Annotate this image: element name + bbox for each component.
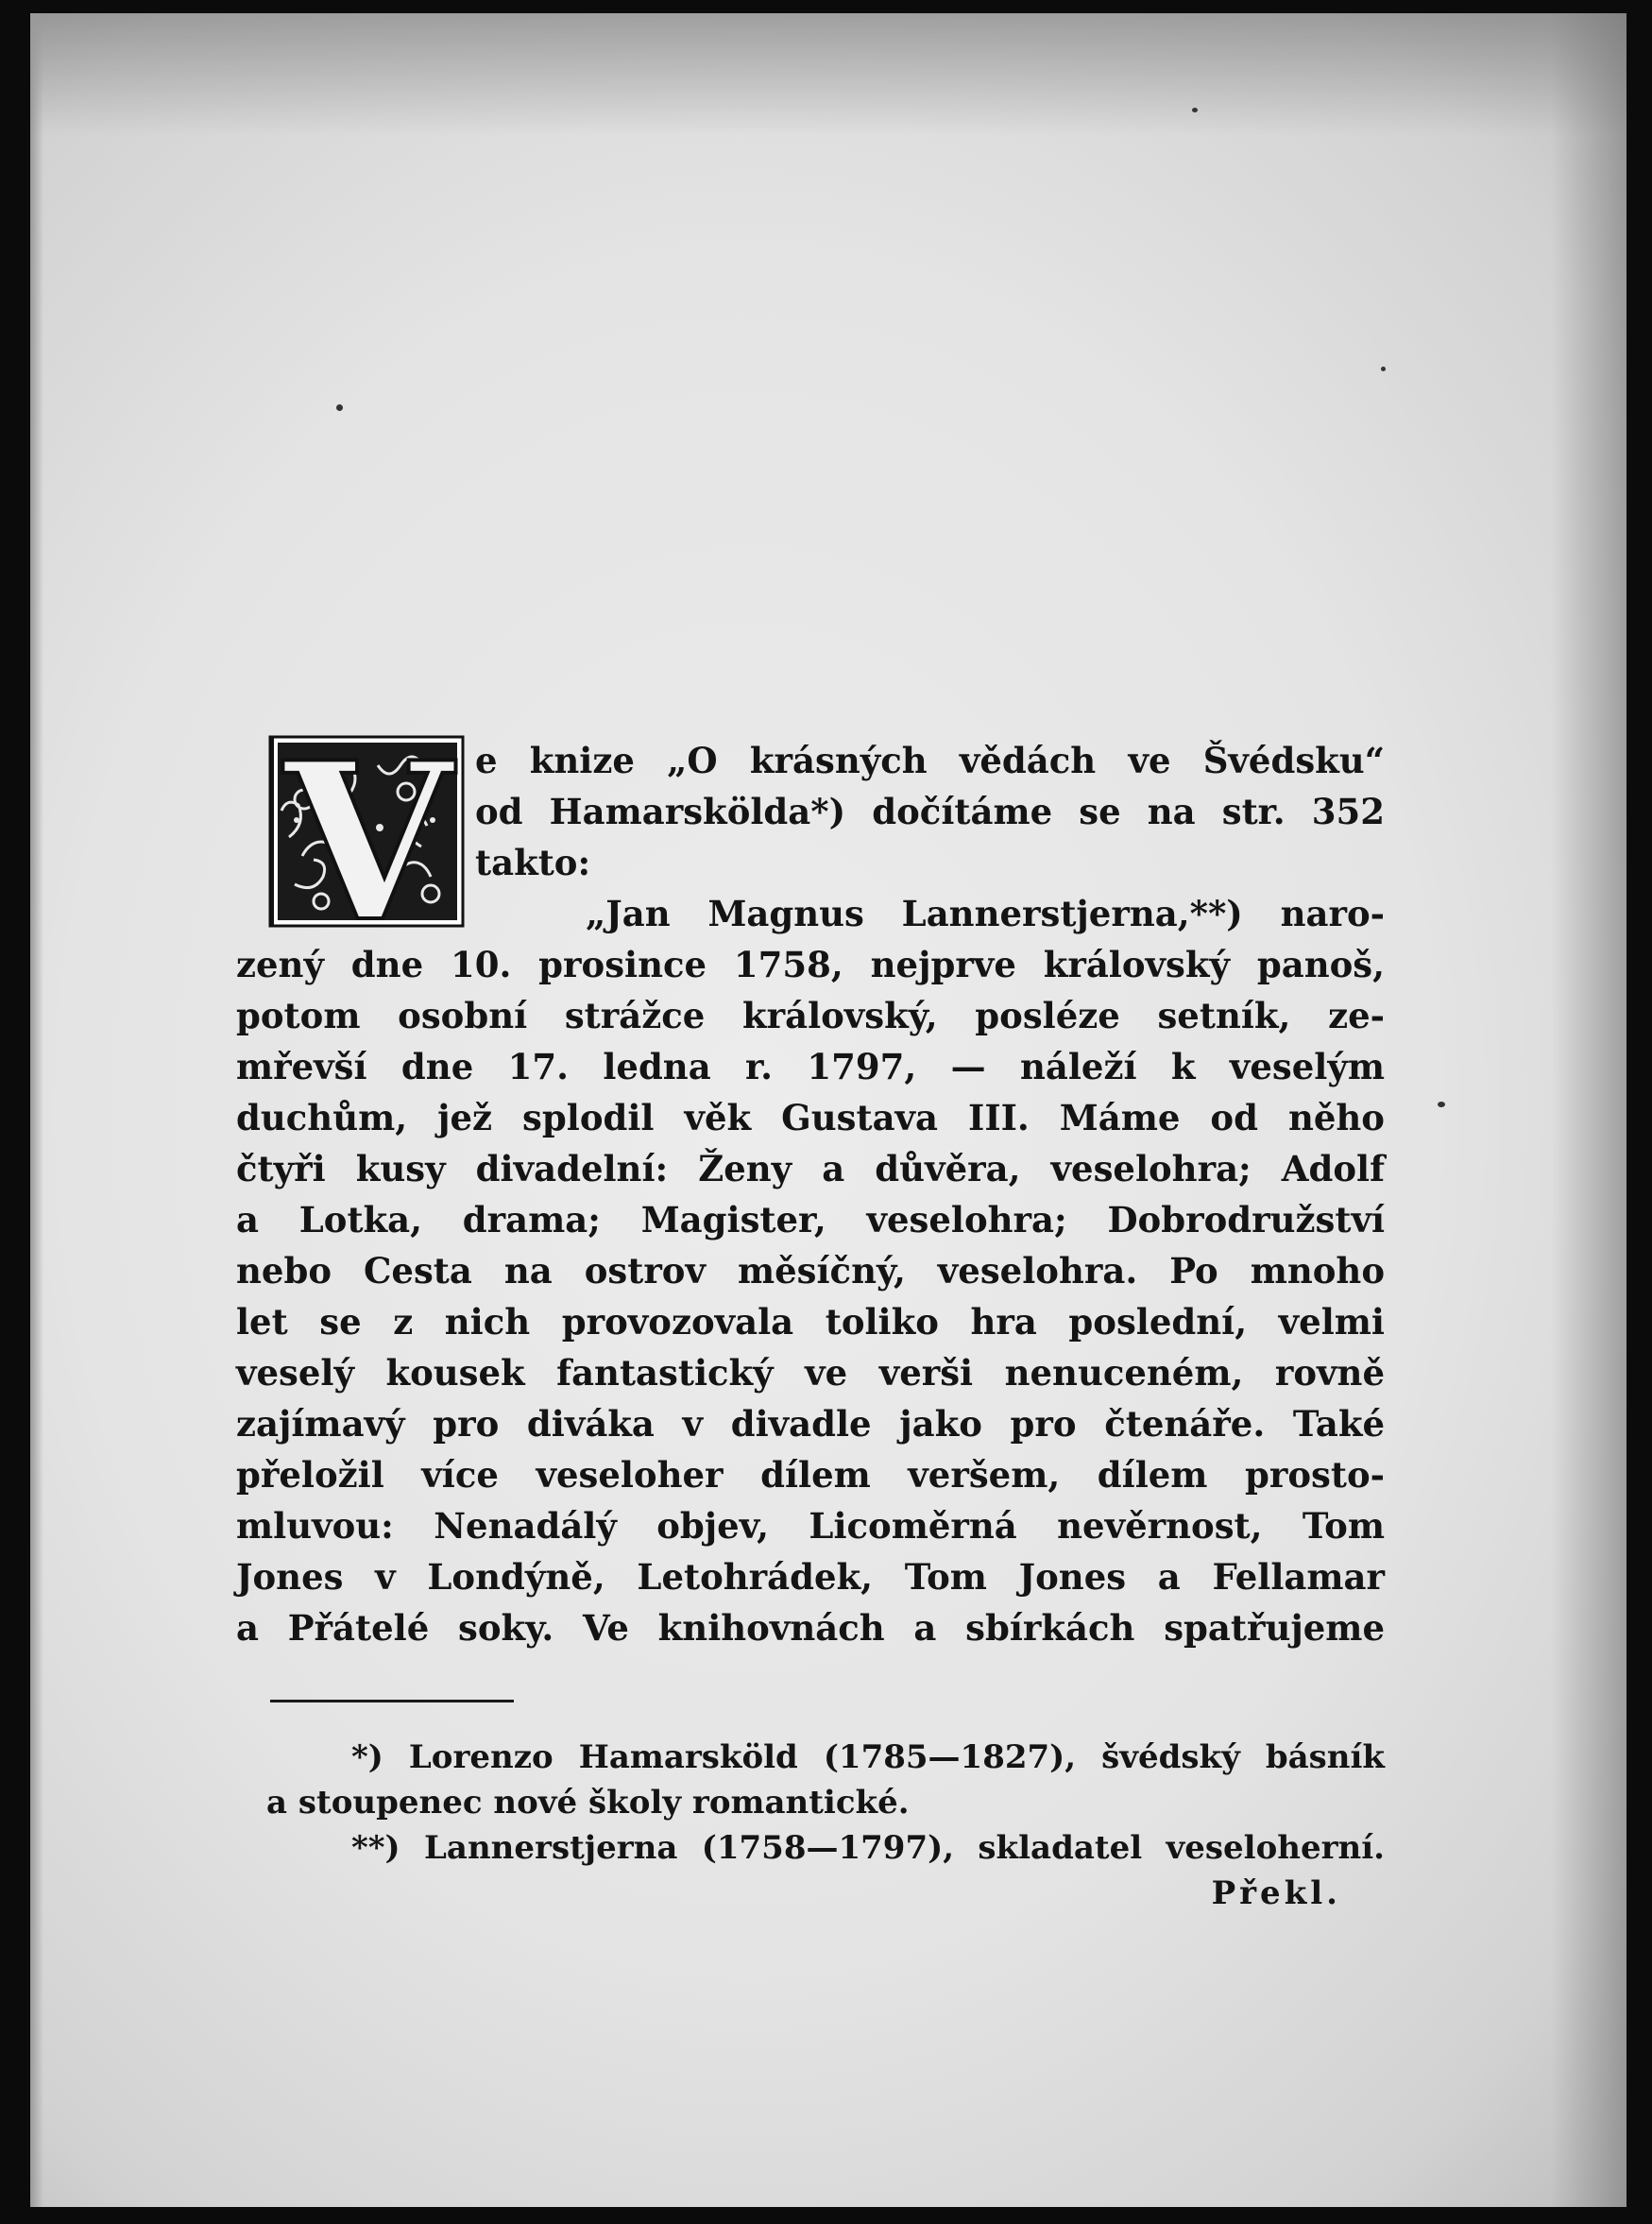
text-line: zený dne 10. prosince 1758, nejprve královský panoš, xyxy=(236,944,1385,985)
text-line: mluvou: Nenadálý objev, Licoměrná nevěrnost, Tom xyxy=(236,1505,1385,1547)
text-line: „Jan Magnus Lannerstjerna,**) naro- xyxy=(586,893,1385,934)
footnote-2-line-1: **) Lannerstjerna (1758—1797), skladatel veseloherní. xyxy=(351,1829,1385,1867)
text-line: potom osobní strážce královský, posléze setník, ze- xyxy=(236,995,1385,1036)
text-line: veselý kousek fantastický ve verši nenuceném, rovně xyxy=(236,1352,1385,1394)
footnotes xyxy=(266,1735,1385,1916)
ornamental-drop-cap xyxy=(236,733,468,930)
text-line: mřevší dne 17. ledna r. 1797, — náleží k veselým xyxy=(236,1046,1385,1087)
text-line: zajímavý pro diváka v divadle jako pro čtenáře. Také xyxy=(236,1403,1385,1445)
scan-speck xyxy=(1192,108,1198,112)
text-line: let se z nich provozovala toliko hra poslední, velmi xyxy=(236,1301,1385,1343)
text-line: od Hamarskölda*) dočítáme se na str. 352 xyxy=(475,791,1385,832)
text-line: a Lotka, drama; Magister, veselohra; Dobrodružství xyxy=(236,1199,1385,1240)
text-line: duchům, jež splodil věk Gustava III. Máme od něho xyxy=(236,1097,1385,1138)
text-line: nebo Cesta na ostrov měsíčný, veselohra. Po mnoho xyxy=(236,1250,1385,1292)
footnote-1-line-2: a stoupenec nové školy romantické. xyxy=(266,1784,910,1822)
text-line: a Přátelé soky. Ve knihovnách a sbírkách spatřujeme xyxy=(236,1607,1385,1649)
drop-cap-letter: V xyxy=(283,733,453,930)
scan-speck xyxy=(1381,367,1386,371)
footnote-1-line-1: *) Lorenzo Hamarsköld (1785—1827), švédský básník xyxy=(351,1738,1385,1776)
text-line: Jones v Londýně, Letohrádek, Tom Jones a Fellamar xyxy=(236,1556,1385,1598)
text-line: e knize „O krásných vědách ve Švédsku“ xyxy=(475,740,1385,781)
scan-speck xyxy=(1438,1102,1445,1107)
footnote-rule xyxy=(270,1700,514,1702)
text-line: přeložil více veseloher dílem veršem, dílem prosto- xyxy=(236,1454,1385,1496)
text-line: čtyři kusy divadelní: Ženy a důvěra, veselohra; Adolf xyxy=(236,1148,1385,1189)
translator-signature: Překl. xyxy=(1211,1874,1341,1912)
text-line: takto: xyxy=(475,842,591,883)
page-left-edge xyxy=(30,13,43,2207)
scan-speck xyxy=(336,404,343,411)
